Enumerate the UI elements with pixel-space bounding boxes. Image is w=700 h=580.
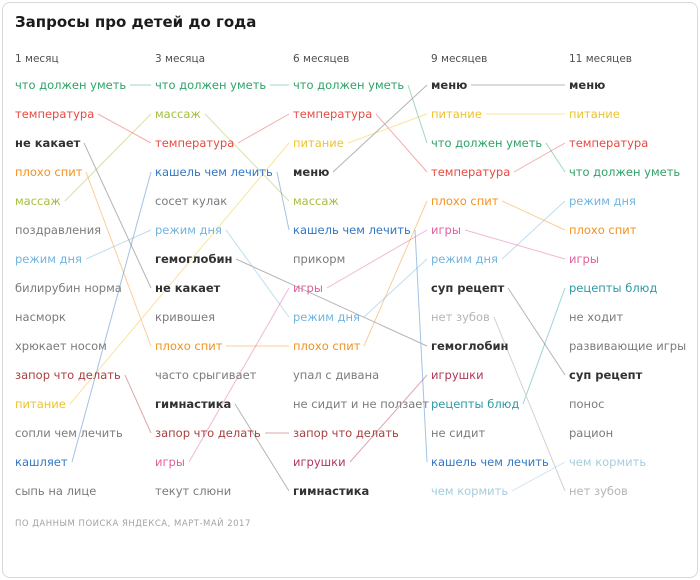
query-label: понос [569,397,605,411]
query-label: меню [569,78,606,92]
column-header: 3 месяца [155,53,206,65]
query-label: питание [569,107,620,121]
query-label: питание [293,136,344,150]
query-label: гемоглобин [431,339,509,353]
query-label: массаж [293,194,339,208]
query-label: текут слюни [155,484,232,498]
query-label: кашель чем лечить [155,165,273,179]
query-label: что должен уметь [293,78,405,92]
page-title: Запросы про детей до года [15,13,257,31]
query-label: запор что делать [293,426,399,440]
query-label: развивающие игры [569,339,687,353]
query-label: гимнастика [155,397,232,411]
query-label: гимнастика [293,484,370,498]
query-label: что должен уметь [15,78,127,92]
query-label: чем кормить [431,484,509,498]
query-label: режим дня [15,252,82,266]
query-label: режим дня [569,194,636,208]
query-label: кашель чем лечить [293,223,411,237]
query-label: игрушки [431,368,484,382]
query-label: чем кормить [569,455,647,469]
column-header: 9 месяцев [431,53,488,65]
query-label: насморк [15,310,66,324]
column-header: 6 месяцев [293,53,350,65]
query-label: плохо спит [293,339,361,353]
query-label: массаж [15,194,61,208]
query-label: меню [431,78,468,92]
query-label: игры [155,455,185,469]
query-label: сыпь на лице [15,484,97,498]
query-label: суп рецепт [431,281,505,295]
query-label: упал с дивана [293,368,380,382]
query-label: питание [431,107,482,121]
query-label: режим дня [431,252,498,266]
query-label: запор что делать [155,426,261,440]
query-label: не какает [15,136,81,150]
query-label: хрюкает носом [15,339,107,353]
query-label: плохо спит [155,339,223,353]
query-label: не сидит [431,426,486,440]
query-label: массаж [155,107,201,121]
query-label: плохо спит [569,223,637,237]
query-label: суп рецепт [569,368,643,382]
query-label: запор что делать [15,368,121,382]
query-label: температура [155,136,235,150]
query-label: плохо спит [431,194,499,208]
query-label: не какает [155,281,221,295]
query-label: кашляет [15,455,68,469]
query-label: рацион [569,426,614,440]
query-label: режим дня [293,310,360,324]
query-label: что должен уметь [569,165,681,179]
query-label: нет зубов [569,484,628,498]
query-label: билирубин норма [15,281,122,295]
query-label: рецепты блюд [431,397,520,411]
query-label: игры [569,252,599,266]
query-label: игры [431,223,461,237]
query-label: не ходит [569,310,624,324]
query-label: прикорм [293,252,346,266]
query-label: что должен уметь [155,78,267,92]
query-label: температура [569,136,649,150]
source-note: ПО ДАННЫМ ПОИСКА ЯНДЕКСА, МАРТ-МАЙ 2017 [15,519,251,529]
query-label: что должен уметь [431,136,543,150]
query-label: режим дня [155,223,222,237]
column-header: 1 месяц [15,53,59,65]
column-header: 11 месяцев [569,53,632,65]
query-label: температура [293,107,373,121]
query-label: рецепты блюд [569,281,658,295]
query-label: сопли чем лечить [15,426,123,440]
query-label: нет зубов [431,310,490,324]
query-label: питание [15,397,66,411]
query-label: температура [431,165,511,179]
query-label: плохо спит [15,165,83,179]
query-label: кривошея [155,310,216,324]
query-label: сосет кулак [155,194,228,208]
query-label: меню [293,165,330,179]
query-label: температура [15,107,95,121]
query-label: гемоглобин [155,252,233,266]
query-label: кашель чем лечить [431,455,549,469]
query-label: не сидит и не ползает [293,397,430,411]
query-label: часто срыгивает [155,368,257,382]
query-label: игры [293,281,323,295]
query-label: поздравления [15,223,102,237]
query-label: игрушки [293,455,346,469]
